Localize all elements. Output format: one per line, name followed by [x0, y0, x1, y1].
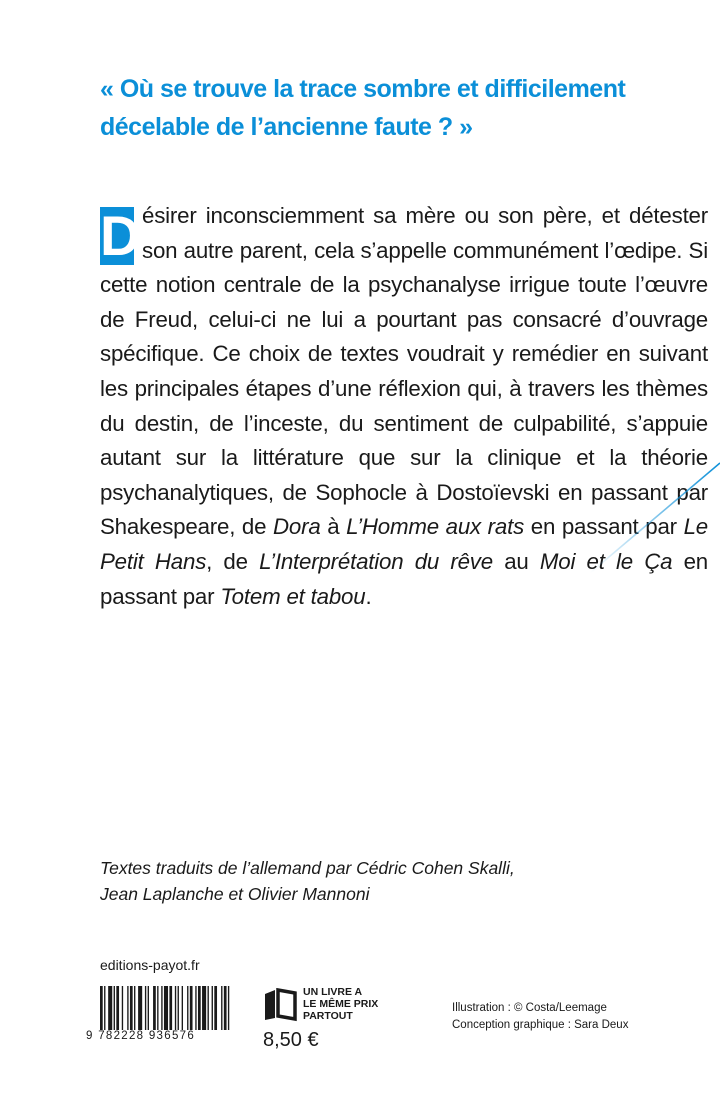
description-join: en passant par [524, 514, 684, 540]
barcode-bar [187, 986, 188, 1030]
translator-name: Jean Laplanche [100, 884, 224, 904]
barcode-bar [148, 986, 149, 1030]
barcode-bar [190, 986, 193, 1030]
translator-join: et [223, 884, 248, 904]
barcode-bar [182, 986, 183, 1030]
barcode-bar [145, 986, 146, 1030]
barcode-bar [157, 986, 158, 1030]
barcode-bar [202, 986, 206, 1030]
barcode-bar [208, 986, 209, 1030]
barcode-bar [228, 986, 229, 1030]
prix-label-line-3: PARTOUT [303, 1010, 353, 1022]
barcode-bar [108, 986, 112, 1030]
barcode-bars [100, 986, 232, 1030]
barcode-bar [164, 986, 168, 1030]
design-credits [452, 1000, 652, 1034]
barcode-bar [178, 986, 179, 1030]
barcode-bar [214, 986, 217, 1030]
back-cover-quote [100, 70, 660, 146]
barcode-bar [169, 986, 172, 1030]
barcode-bar [104, 986, 105, 1030]
illustration-credit: Illustration : © Costa/Leemage [452, 1002, 607, 1014]
description-join: à [320, 514, 347, 540]
barcode-bar [138, 986, 142, 1030]
quote-line-2: décelable de l’ancienne faute ? » [100, 113, 473, 141]
translator-name: Olivier Mannoni [247, 884, 370, 904]
barcode-bar [198, 986, 201, 1030]
barcode-bar [134, 986, 135, 1030]
translators-credit [100, 855, 620, 907]
barcode-bar [127, 986, 128, 1030]
barcode-bar [221, 986, 222, 1030]
barcode-bar [212, 986, 213, 1030]
graphic-design-credit: Conception graphique : Sara Deux [452, 1019, 629, 1031]
isbn-digits: 9 782228 936576 [86, 1030, 196, 1042]
barcode-bar [195, 986, 196, 1030]
quote-line-1: « Où se trouve la trace sombre et difficilement [100, 75, 626, 103]
barcode-bar [153, 986, 156, 1030]
barcode-bar [161, 986, 162, 1030]
book-logo-icon [263, 988, 297, 1022]
barcode-bar [224, 986, 227, 1030]
prix-unique-label [303, 986, 413, 1022]
description-main-text: ésirer inconsciemment sa mère ou son père, et détester son autre parent, cela s’appelle communément l’œdipe. Si cette notion centrale de la psychanalyse irrigue toute l’œuvre de Freud, celui-ci ne lui a pourtant pas consacré d’ouvrage spécifique. Ce choix de textes voudrait y remédier en suivant les principales étapes d’une réflexion qui, à travers les thèmes du destin, de l’inceste, du sentiment de culpabilité, s’appuie autant sur la littérature que sur la clinique et la théorie psychanalytiques, de Sophocle à Dostoïevski en passant par Shakespeare, de [100, 203, 708, 540]
title-homme-aux-rats: L’Homme aux rats [346, 514, 525, 540]
description-join: , de [206, 548, 260, 574]
barcode-bar [100, 986, 103, 1030]
barcode-bar [114, 986, 115, 1030]
description-end: . [365, 583, 372, 609]
description-join: en passant par [100, 548, 708, 609]
translators-line-2 [100, 881, 620, 907]
prix-label-line-1: UN LIVRE A [303, 986, 363, 998]
barcode-bar [175, 986, 176, 1030]
barcode-bar [130, 986, 133, 1030]
barcode-bar [116, 986, 119, 1030]
title-dora: Dora [273, 514, 321, 540]
description-join: au [492, 548, 540, 574]
isbn-barcode [86, 982, 236, 1050]
title-interpretation-du-reve: L’Interprétation du rêve [259, 548, 493, 574]
title-totem-et-tabou: Totem et tabou [220, 583, 366, 609]
title-moi-et-le-ca: Moi et le Ça [539, 548, 673, 574]
book-price: 8,50 € [263, 1029, 319, 1051]
barcode-bar [122, 986, 123, 1030]
drop-cap: D [100, 204, 141, 267]
translators-line-1: Textes traduits de l’allemand par Cédric Cohen Skalli, [100, 858, 515, 878]
title-petit-hans: Le Petit Hans [100, 514, 708, 574]
decorative-light-streak [590, 455, 720, 575]
publisher-website: editions-payot.fr [100, 957, 200, 973]
prix-label-line-2: LE MÊME PRIX [303, 998, 379, 1010]
